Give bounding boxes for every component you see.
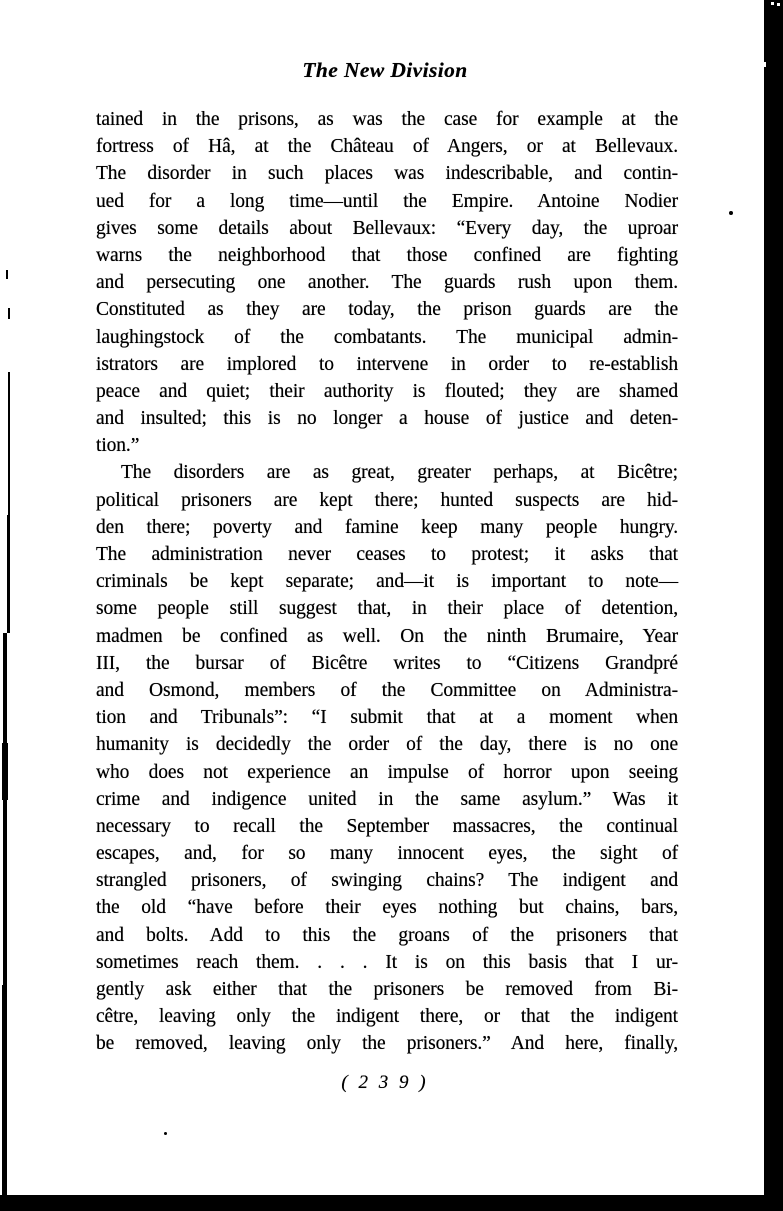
- text-line: laughingstock of the combatants. The municipal admin-: [96, 326, 678, 348]
- text-line: and persecuting one another. The guards rush upon them.: [96, 272, 678, 294]
- scan-artifact-bottom-bar: [0, 1195, 783, 1211]
- scan-noise-dot: [729, 211, 733, 215]
- text-line: strangled prisoners, of swinging chains? The indigent and: [96, 870, 678, 892]
- scan-artifact-left-line: [7, 515, 10, 633]
- text-line: tion and Tribunals”: “I submit that at a moment when: [96, 707, 678, 729]
- text-line: tion.”: [96, 435, 140, 457]
- scan-noise-dot: [777, 3, 780, 6]
- text-line: den there; poverty and famine keep many people hungry.: [96, 516, 678, 538]
- text-line: peace and quiet; their authority is flouted; they are shamed: [96, 380, 678, 402]
- scan-noise-dot: [164, 1132, 167, 1135]
- text-line: istrators are implored to intervene in order to re-establish: [96, 353, 678, 375]
- text-line: be removed, leaving only the prisoners.” And here, finally,: [96, 1033, 678, 1055]
- body-text: [96, 106, 678, 1058]
- text-line: the old “have before their eyes nothing but chains, bars,: [96, 897, 678, 919]
- scan-artifact-right-bar: [764, 0, 783, 1211]
- text-line: necessary to recall the September massacres, the continual: [96, 815, 678, 837]
- text-line: political prisoners are kept there; hunted suspects are hid-: [96, 489, 678, 511]
- scan-artifact-left-line: [8, 372, 10, 515]
- text-line: The administration never ceases to protest; it asks that: [96, 544, 678, 565]
- text-line: tained in the prisons, as was the case for example at the: [96, 109, 678, 130]
- text-line: Constituted as they are today, the prison guards are the: [96, 299, 678, 321]
- text-line: The disorders are as great, greater perhaps, at Bicêtre;: [121, 462, 678, 484]
- text-line: cêtre, leaving only the indigent there, or that the indigent: [96, 1006, 678, 1028]
- scan-noise-mark: [6, 270, 8, 279]
- text-line: criminals be kept separate; and—it is important to note—: [96, 571, 678, 593]
- scan-artifact-left-line: [2, 985, 7, 1198]
- text-line: sometimes reach them. . . . It is on this basis that I ur-: [96, 951, 678, 973]
- text-line: and bolts. Add to this the groans of the prisoners that: [96, 924, 678, 946]
- page-number: ( 2 3 9 ): [341, 1072, 429, 1093]
- text-line: escapes, and, for so many innocent eyes, the sight of: [96, 843, 678, 865]
- scan-noise-notch: [764, 62, 766, 67]
- text-line: madmen be confined as well. On the ninth Brumaire, Year: [96, 625, 678, 647]
- text-line: ued for a long time—until the Empire. Antoine Nodier: [96, 190, 678, 212]
- running-head: The New Division: [302, 58, 468, 82]
- scan-artifact-left-line: [3, 633, 7, 985]
- text-line: crime and indigence united in the same asylum.” Was it: [96, 788, 678, 810]
- text-line: gently ask either that the prisoners be removed from Bi-: [96, 979, 678, 1000]
- scan-artifact-left-line: [2, 743, 8, 800]
- scan-noise-mark: [8, 308, 10, 319]
- text-line: fortress of Hâ, at the Château of Angers, or at Bellevaux.: [96, 136, 678, 158]
- text-line: who does not experience an impulse of horror upon seeing: [96, 761, 678, 783]
- scan-noise-dot: [771, 2, 774, 5]
- text-line: some people still suggest that, in their place of detention,: [96, 598, 678, 620]
- text-line: humanity is decidedly the order of the day, there is no one: [96, 734, 678, 756]
- text-line: The disorder in such places was indescribable, and contin-: [96, 163, 678, 185]
- text-line: III, the bursar of Bicêtre writes to “Citizens Grandpré: [96, 652, 678, 674]
- text-line: warns the neighborhood that those confined are fighting: [96, 244, 678, 266]
- text-line: gives some details about Bellevaux: “Every day, the uproar: [96, 217, 678, 239]
- text-line: and Osmond, members of the Committee on Administra-: [96, 679, 678, 701]
- text-line: and insulted; this is no longer a house of justice and deten-: [96, 408, 678, 430]
